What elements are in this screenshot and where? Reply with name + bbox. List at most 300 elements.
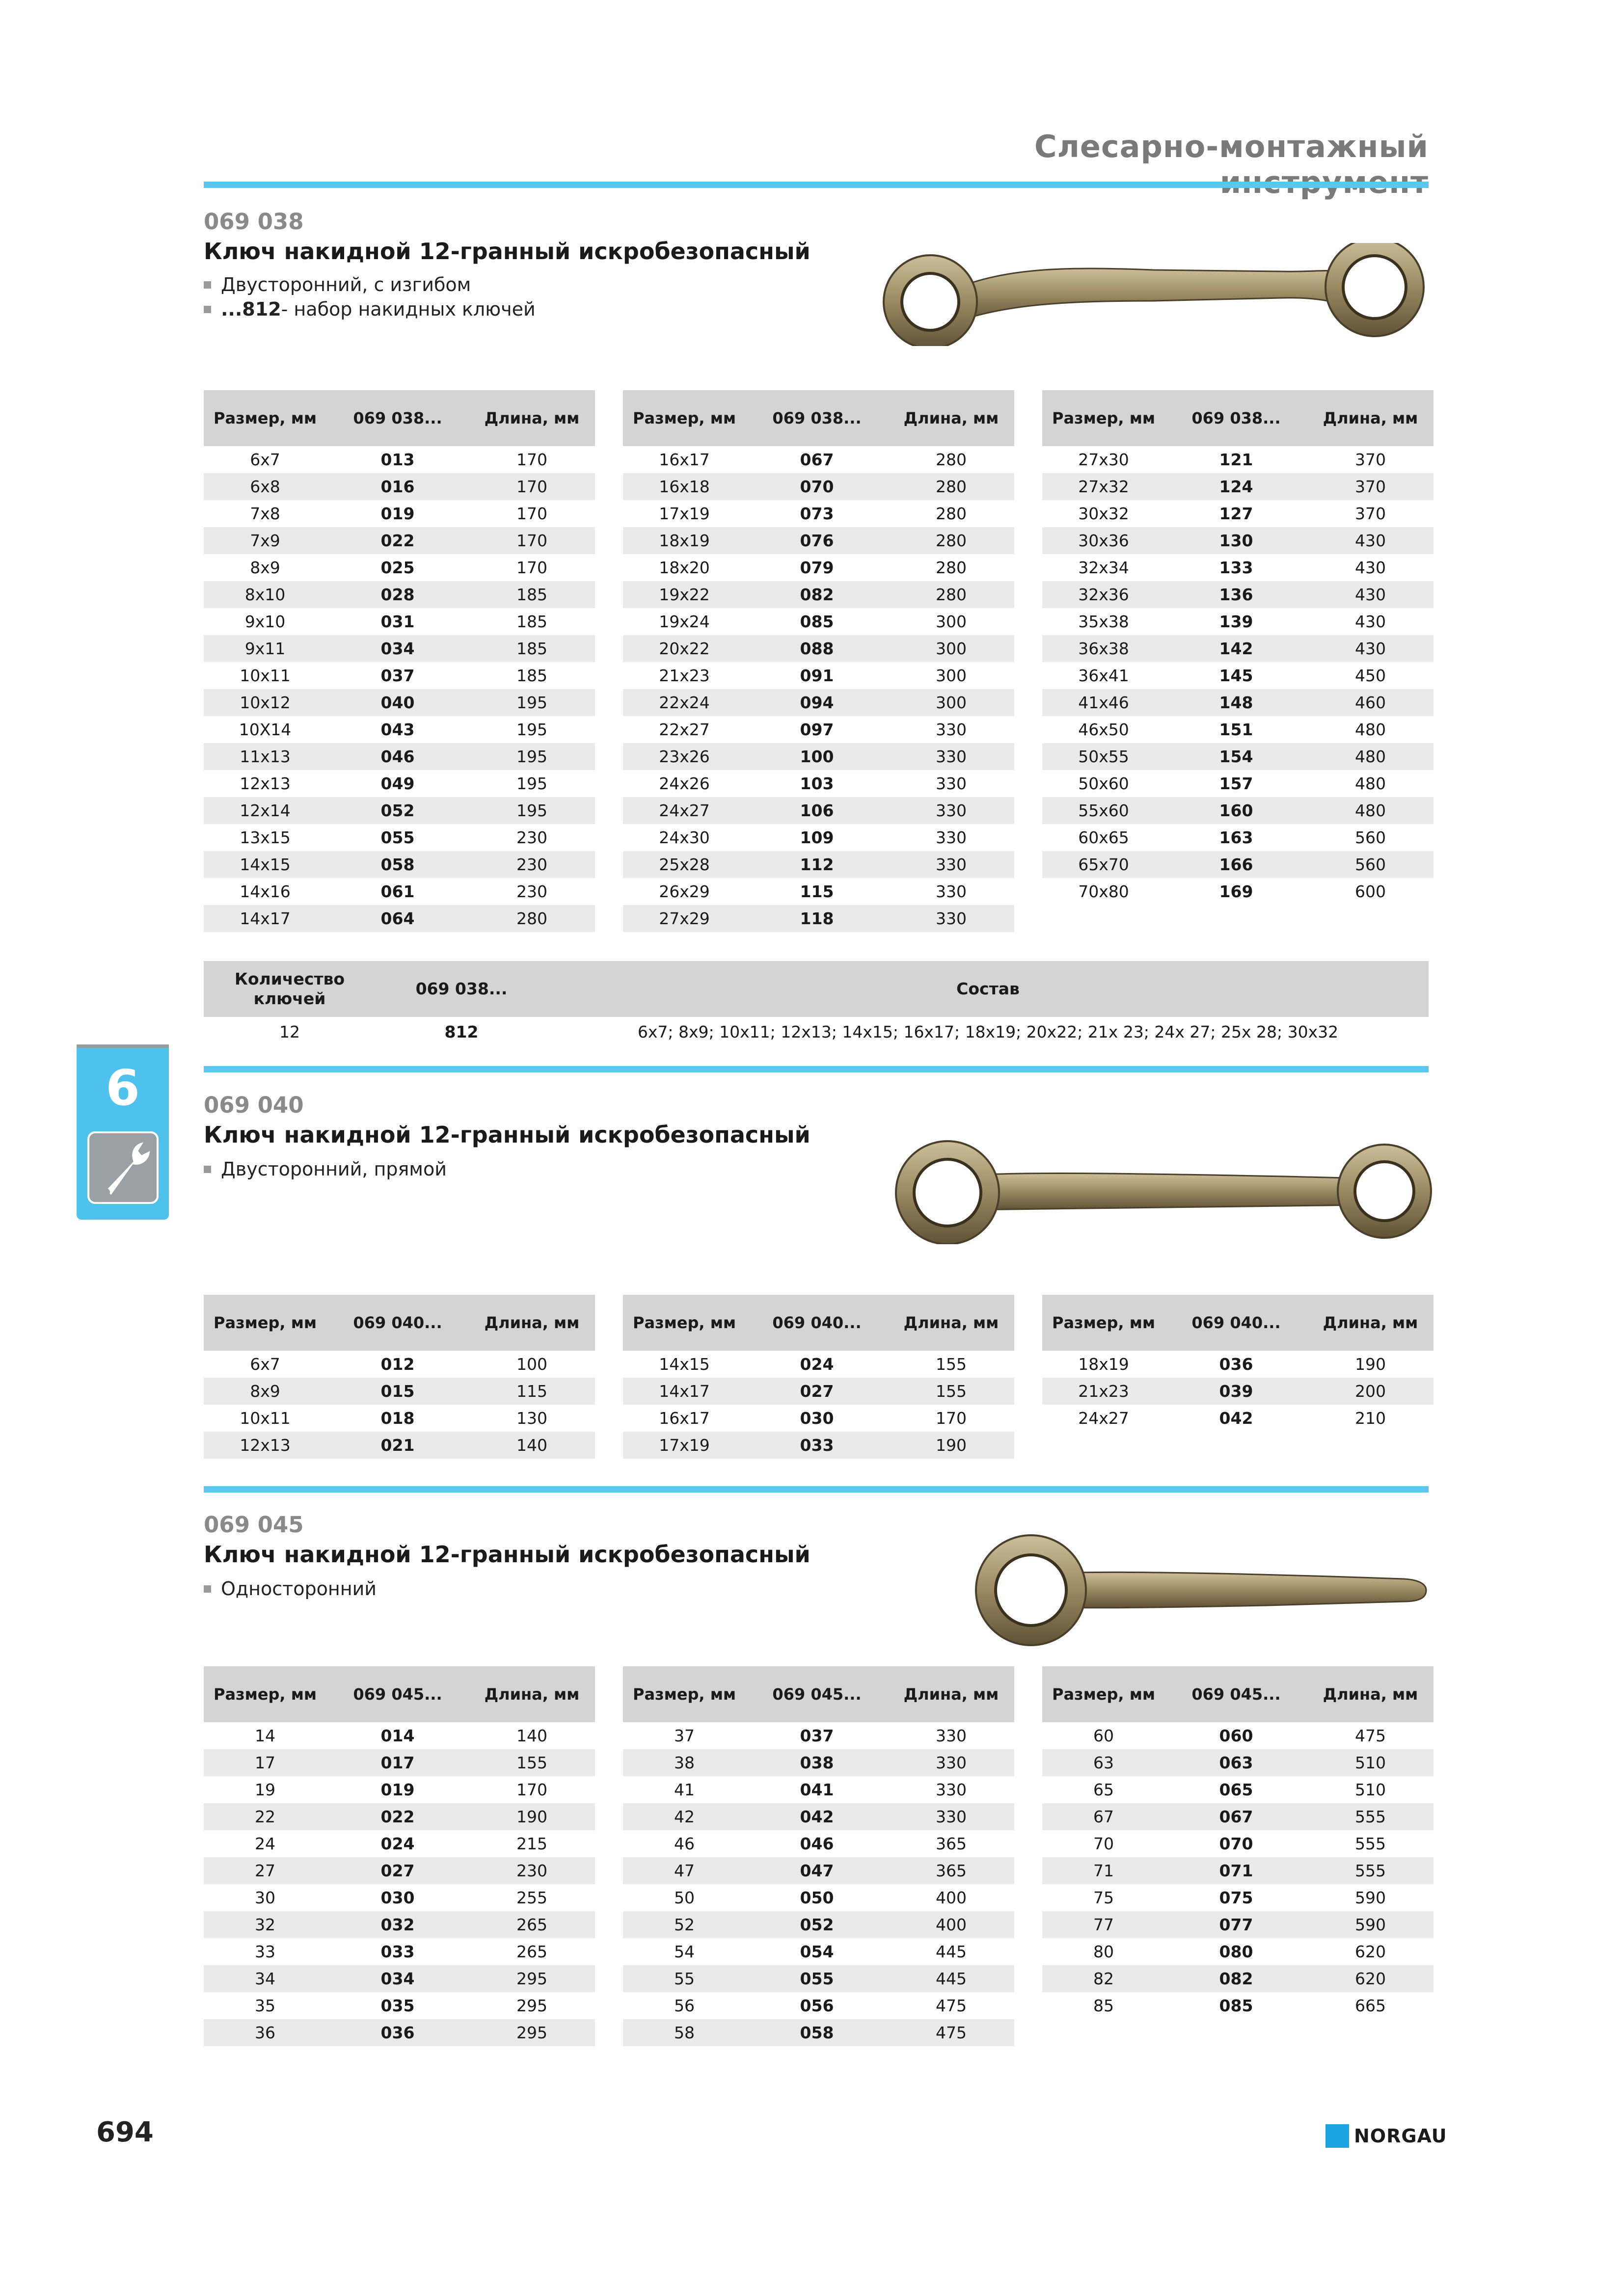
code-cell: 035 <box>380 1996 415 2015</box>
table-row <box>623 608 1014 635</box>
size-cell: 55x60 <box>1042 797 1165 824</box>
table-row <box>1042 1965 1434 1992</box>
table-row <box>623 2019 1014 2046</box>
page-number: 694 <box>96 2116 154 2148</box>
code-cell: 067 <box>1165 1803 1307 1830</box>
size-cell: 77 <box>1042 1911 1165 1938</box>
code-cell: 030 <box>800 1409 834 1428</box>
table-row <box>1042 770 1434 797</box>
table-row <box>623 878 1014 905</box>
table-row <box>623 473 1014 500</box>
size-cell: 24 <box>255 1834 275 1853</box>
table-row <box>1042 743 1434 770</box>
column-header-size: Размер, мм <box>204 390 326 446</box>
length-cell: 330 <box>936 828 967 847</box>
column-header-length: Длина, мм <box>888 390 1014 446</box>
length-cell: 330 <box>936 882 967 901</box>
table-row <box>204 635 595 662</box>
code-cell: 080 <box>1219 1942 1253 1961</box>
code-cell: 106 <box>746 797 888 824</box>
length-cell: 370 <box>1355 504 1386 523</box>
table-row <box>623 797 1014 824</box>
length-cell: 185 <box>469 635 595 662</box>
column-header-code: 069 038... <box>1165 390 1307 446</box>
length-cell: 400 <box>936 1888 967 1907</box>
code-cell: 021 <box>326 1432 469 1459</box>
size-cell: 60x65 <box>1078 828 1129 847</box>
length-cell: 620 <box>1307 1965 1434 1992</box>
length-cell: 280 <box>888 527 1014 554</box>
length-cell: 195 <box>516 774 547 793</box>
table-row <box>204 581 595 608</box>
code-cell: 027 <box>326 1857 469 1884</box>
table-row <box>1042 500 1434 527</box>
table-row <box>204 446 595 473</box>
section-divider <box>204 182 1429 188</box>
code-cell: 061 <box>380 882 415 901</box>
table-row <box>623 635 1014 662</box>
table-row <box>204 1830 595 1857</box>
size-cell: 18x19 <box>623 527 746 554</box>
code-cell: 118 <box>746 905 888 932</box>
table-row <box>1042 1378 1434 1405</box>
product-title: Ключ накидной 12-гранный искробезопасный <box>204 1541 811 1568</box>
table-row <box>1042 1992 1434 2019</box>
code-cell: 065 <box>1219 1780 1253 1799</box>
size-table <box>1042 1295 1434 1432</box>
length-cell: 300 <box>936 612 967 631</box>
length-cell: 230 <box>469 851 595 878</box>
size-cell: 38 <box>623 1749 746 1776</box>
table-row <box>204 2019 595 2046</box>
table-row <box>623 1803 1014 1830</box>
code-cell: 015 <box>326 1378 469 1405</box>
code-cell: 033 <box>380 1942 415 1961</box>
length-cell: 450 <box>1355 666 1386 685</box>
code-cell: 054 <box>800 1942 834 1961</box>
column-header-content: Состав <box>547 961 1429 1017</box>
length-cell: 255 <box>516 1888 547 1907</box>
section-divider <box>204 1066 1429 1072</box>
size-cell: 24x30 <box>659 828 710 847</box>
length-cell: 475 <box>888 2019 1014 2046</box>
double-straight-ring-wrench-image <box>893 1136 1434 1244</box>
code-cell: 151 <box>1219 720 1253 739</box>
code-cell: 036 <box>326 2019 469 2046</box>
length-cell: 510 <box>1355 1780 1386 1799</box>
column-header-size: Размер, мм <box>623 390 746 446</box>
code-cell: 088 <box>746 635 888 662</box>
size-cell: 18x19 <box>1078 1355 1129 1374</box>
table-row <box>1042 1749 1434 1776</box>
length-cell: 430 <box>1307 527 1434 554</box>
code-cell: 070 <box>1219 1834 1253 1853</box>
size-cell: 7x8 <box>250 504 280 523</box>
table-row <box>1042 1351 1434 1378</box>
code-cell: 055 <box>380 828 415 847</box>
size-cell: 22x24 <box>623 689 746 716</box>
size-cell: 82 <box>1042 1965 1165 1992</box>
size-cell: 32x36 <box>1042 581 1165 608</box>
size-table <box>1042 1666 1434 2019</box>
code-cell: 025 <box>380 558 415 577</box>
single-ring-wrench-image <box>972 1534 1434 1647</box>
length-cell: 555 <box>1307 1857 1434 1884</box>
size-table <box>623 390 1014 932</box>
size-cell: 16x18 <box>623 473 746 500</box>
size-cell: 14x17 <box>204 905 326 932</box>
length-cell: 330 <box>888 905 1014 932</box>
table-row <box>623 1938 1014 1965</box>
code-cell: 022 <box>326 1803 469 1830</box>
length-cell: 195 <box>469 689 595 716</box>
column-header-code: 069 038... <box>376 961 547 1017</box>
table-row <box>1042 608 1434 635</box>
size-cell: 18x20 <box>659 558 710 577</box>
product-features <box>204 272 536 321</box>
table-row <box>1042 662 1434 689</box>
code-cell: 075 <box>1219 1888 1253 1907</box>
size-cell: 50 <box>674 1888 695 1907</box>
length-cell: 230 <box>469 1857 595 1884</box>
size-cell: 10x11 <box>240 666 291 685</box>
table-row <box>204 716 595 743</box>
column-header-length: Длина, мм <box>1307 390 1434 446</box>
size-cell: 30 <box>255 1888 275 1907</box>
table-row <box>1042 527 1434 554</box>
size-cell: 71 <box>1042 1857 1165 1884</box>
table-row <box>623 1830 1014 1857</box>
length-cell: 460 <box>1307 689 1434 716</box>
table-row <box>623 1884 1014 1911</box>
size-cell: 54 <box>674 1942 695 1961</box>
code-cell: 070 <box>746 473 888 500</box>
column-header-length: Длина, мм <box>1307 1666 1434 1722</box>
length-cell: 480 <box>1355 774 1386 793</box>
code-cell: 094 <box>746 689 888 716</box>
code-cell: 046 <box>326 743 469 770</box>
size-table <box>1042 390 1434 905</box>
code-cell: 060 <box>1219 1726 1253 1745</box>
column-header-code: 069 045... <box>326 1666 469 1722</box>
column-header-size: Размер, мм <box>623 1666 746 1722</box>
code-cell: 157 <box>1219 774 1253 793</box>
feature-item: ...812 - набор накидных ключей <box>204 297 536 321</box>
feature-item: Односторонний <box>204 1576 377 1601</box>
code-cell: 130 <box>1165 527 1307 554</box>
code-cell: 121 <box>1219 450 1253 469</box>
table-row <box>1042 851 1434 878</box>
table-row <box>623 1911 1014 1938</box>
length-cell: 140 <box>516 1726 547 1745</box>
size-cell: 70 <box>1093 1834 1114 1853</box>
column-header-code: 069 045... <box>746 1666 888 1722</box>
column-header-code: 069 040... <box>746 1295 888 1351</box>
table-row <box>204 1884 595 1911</box>
code-cell: 052 <box>326 797 469 824</box>
length-cell: 510 <box>1307 1749 1434 1776</box>
code-cell: 042 <box>746 1803 888 1830</box>
code-cell: 027 <box>746 1378 888 1405</box>
column-header-length: Длина, мм <box>469 1666 595 1722</box>
code-cell: 042 <box>1219 1409 1253 1428</box>
wrench-icon <box>87 1131 159 1204</box>
size-cell: 14x17 <box>623 1378 746 1405</box>
product-code: 069 040 <box>204 1092 304 1118</box>
length-cell: 195 <box>469 743 595 770</box>
size-table <box>204 1295 595 1459</box>
table-row <box>623 905 1014 932</box>
size-cell: 80 <box>1093 1942 1114 1961</box>
size-cell: 21x23 <box>1042 1378 1165 1405</box>
code-cell: 064 <box>326 905 469 932</box>
length-cell: 170 <box>516 450 547 469</box>
table-row <box>204 770 595 797</box>
chapter-number: 6 <box>106 1059 140 1117</box>
size-cell: 50x55 <box>1042 743 1165 770</box>
table-row <box>204 1965 595 1992</box>
column-header-size: Размер, мм <box>1042 1666 1165 1722</box>
length-cell: 400 <box>888 1911 1014 1938</box>
table-row <box>623 1749 1014 1776</box>
table-row <box>204 554 595 581</box>
table-row <box>204 1405 595 1432</box>
set-composition-table <box>204 961 1429 1046</box>
length-cell: 330 <box>888 797 1014 824</box>
table-row <box>204 905 595 932</box>
table-row <box>623 743 1014 770</box>
code-cell: 047 <box>746 1857 888 1884</box>
length-cell: 190 <box>888 1432 1014 1459</box>
table-row <box>204 1432 595 1459</box>
code-cell: 100 <box>746 743 888 770</box>
length-cell: 230 <box>516 882 547 901</box>
length-cell: 600 <box>1355 882 1386 901</box>
size-cell: 47 <box>623 1857 746 1884</box>
size-cell: 17x19 <box>659 504 710 523</box>
length-cell: 280 <box>936 504 967 523</box>
size-cell: 9x10 <box>244 612 286 631</box>
size-cell: 22 <box>204 1803 326 1830</box>
length-cell: 200 <box>1307 1378 1434 1405</box>
size-cell: 14x15 <box>659 1355 710 1374</box>
table-row <box>1042 635 1434 662</box>
column-header-code: 069 038... <box>326 390 469 446</box>
length-cell: 445 <box>936 1942 967 1961</box>
size-cell: 36x38 <box>1042 635 1165 662</box>
length-cell: 330 <box>936 1726 967 1745</box>
length-cell: 295 <box>469 1965 595 1992</box>
table-row <box>204 1857 595 1884</box>
code-cell: 034 <box>326 635 469 662</box>
length-cell: 185 <box>469 581 595 608</box>
length-cell: 280 <box>936 450 967 469</box>
code-cell: 079 <box>800 558 834 577</box>
code-cell: 043 <box>380 720 415 739</box>
length-cell: 140 <box>469 1432 595 1459</box>
length-cell: 170 <box>936 1409 967 1428</box>
length-cell: 210 <box>1355 1409 1386 1428</box>
table-row <box>1042 1884 1434 1911</box>
length-cell: 590 <box>1355 1888 1386 1907</box>
table-row <box>204 743 595 770</box>
size-cell: 11x13 <box>204 743 326 770</box>
length-cell: 170 <box>469 473 595 500</box>
size-cell: 10x12 <box>204 689 326 716</box>
column-header-size: Размер, мм <box>1042 390 1165 446</box>
size-cell: 30x36 <box>1042 527 1165 554</box>
code-cell: 024 <box>380 1834 415 1853</box>
length-cell: 430 <box>1307 635 1434 662</box>
size-cell: 27 <box>204 1857 326 1884</box>
column-header-qty: Количество ключей <box>204 961 376 1017</box>
length-cell: 280 <box>936 558 967 577</box>
table-row <box>623 1857 1014 1884</box>
size-cell: 36 <box>204 2019 326 2046</box>
size-cell: 27x30 <box>1078 450 1129 469</box>
size-cell: 27x32 <box>1042 473 1165 500</box>
code-cell: 091 <box>800 666 834 685</box>
column-header-length: Длина, мм <box>469 1295 595 1351</box>
table-row <box>1042 473 1434 500</box>
length-cell: 480 <box>1355 720 1386 739</box>
length-cell: 370 <box>1307 473 1434 500</box>
length-cell: 195 <box>516 720 547 739</box>
length-cell: 480 <box>1307 743 1434 770</box>
length-cell: 115 <box>469 1378 595 1405</box>
size-cell: 8x9 <box>204 1378 326 1405</box>
code-cell: 124 <box>1165 473 1307 500</box>
size-cell: 27x29 <box>623 905 746 932</box>
length-cell: 280 <box>469 905 595 932</box>
table-row <box>623 1378 1014 1405</box>
table-row <box>204 797 595 824</box>
size-cell: 42 <box>623 1803 746 1830</box>
feature-item: Двусторонний, прямой <box>204 1157 447 1181</box>
code-cell: 014 <box>380 1726 415 1745</box>
table-row <box>204 1776 595 1803</box>
table-row <box>204 824 595 851</box>
code-cell: 067 <box>800 450 834 469</box>
length-cell: 170 <box>516 504 547 523</box>
table-row <box>1042 1911 1434 1938</box>
length-cell: 190 <box>469 1803 595 1830</box>
code-cell: 056 <box>800 1996 834 2015</box>
length-cell: 330 <box>888 851 1014 878</box>
column-header-length: Длина, мм <box>1307 1295 1434 1351</box>
length-cell: 430 <box>1355 558 1386 577</box>
code-cell: 022 <box>326 527 469 554</box>
length-cell: 155 <box>888 1378 1014 1405</box>
size-table <box>623 1666 1014 2046</box>
code-cell: 063 <box>1165 1749 1307 1776</box>
code-cell: 049 <box>380 774 415 793</box>
length-cell: 155 <box>469 1749 595 1776</box>
size-cell: 19 <box>255 1780 275 1799</box>
column-header-code: 069 045... <box>1165 1666 1307 1722</box>
table-row <box>1042 824 1434 851</box>
product-title: Ключ накидной 12-гранный искробезопасный <box>204 1121 811 1148</box>
code-cell: 076 <box>746 527 888 554</box>
code-cell: 163 <box>1219 828 1253 847</box>
table-row <box>623 770 1014 797</box>
size-cell: 63 <box>1042 1749 1165 1776</box>
code-cell: 016 <box>326 473 469 500</box>
length-cell: 300 <box>888 635 1014 662</box>
length-cell: 265 <box>469 1911 595 1938</box>
length-cell: 370 <box>1355 450 1386 469</box>
size-cell: 25x28 <box>623 851 746 878</box>
table-row <box>623 689 1014 716</box>
size-cell: 24x27 <box>1078 1409 1129 1428</box>
length-cell: 330 <box>888 743 1014 770</box>
code-cell: 039 <box>1165 1378 1307 1405</box>
table-row <box>1042 446 1434 473</box>
code-cell: 133 <box>1219 558 1253 577</box>
size-cell: 35x38 <box>1078 612 1129 631</box>
column-header-size: Размер, мм <box>204 1295 326 1351</box>
table-row <box>204 473 595 500</box>
table-row <box>1042 1830 1434 1857</box>
length-cell: 365 <box>936 1834 967 1853</box>
table-row <box>204 1017 1429 1046</box>
size-cell: 56 <box>674 1996 695 2015</box>
length-cell: 560 <box>1355 828 1386 847</box>
table-row <box>623 851 1014 878</box>
size-cell: 13x15 <box>240 828 291 847</box>
table-row <box>204 1351 595 1378</box>
length-cell: 130 <box>516 1409 547 1428</box>
size-cell: 22x27 <box>659 720 710 739</box>
size-cell: 24x27 <box>623 797 746 824</box>
length-cell: 295 <box>469 2019 595 2046</box>
table-row <box>1042 1938 1434 1965</box>
size-cell: 52 <box>623 1911 746 1938</box>
size-cell: 32x34 <box>1078 558 1129 577</box>
length-cell: 475 <box>1355 1726 1386 1745</box>
size-cell: 75 <box>1093 1888 1114 1907</box>
product-code: 069 045 <box>204 1512 304 1538</box>
table-row <box>1042 797 1434 824</box>
table-row <box>623 500 1014 527</box>
code-cell: 160 <box>1165 797 1307 824</box>
length-cell: 185 <box>516 666 547 685</box>
code-cell: 139 <box>1219 612 1253 631</box>
size-cell: 6x8 <box>204 473 326 500</box>
table-row <box>204 1378 595 1405</box>
table-row <box>1042 1776 1434 1803</box>
length-cell: 560 <box>1307 851 1434 878</box>
code-cell: 036 <box>1219 1355 1253 1374</box>
table-row <box>1042 878 1434 905</box>
code-cell: 071 <box>1165 1857 1307 1884</box>
length-cell: 330 <box>936 1780 967 1799</box>
length-cell: 365 <box>888 1857 1014 1884</box>
size-cell: 16x17 <box>659 450 710 469</box>
length-cell: 155 <box>936 1355 967 1374</box>
table-row <box>623 1722 1014 1749</box>
size-cell: 30x32 <box>1078 504 1129 523</box>
size-cell: 60 <box>1093 1726 1114 1745</box>
code-cell: 055 <box>746 1965 888 1992</box>
table-row <box>623 1965 1014 1992</box>
table-row <box>204 500 595 527</box>
size-cell: 67 <box>1042 1803 1165 1830</box>
table-row <box>204 608 595 635</box>
table-row <box>623 1351 1014 1378</box>
page-header-title: Слесарно-монтажный <box>1034 129 1429 164</box>
size-cell: 32 <box>204 1911 326 1938</box>
